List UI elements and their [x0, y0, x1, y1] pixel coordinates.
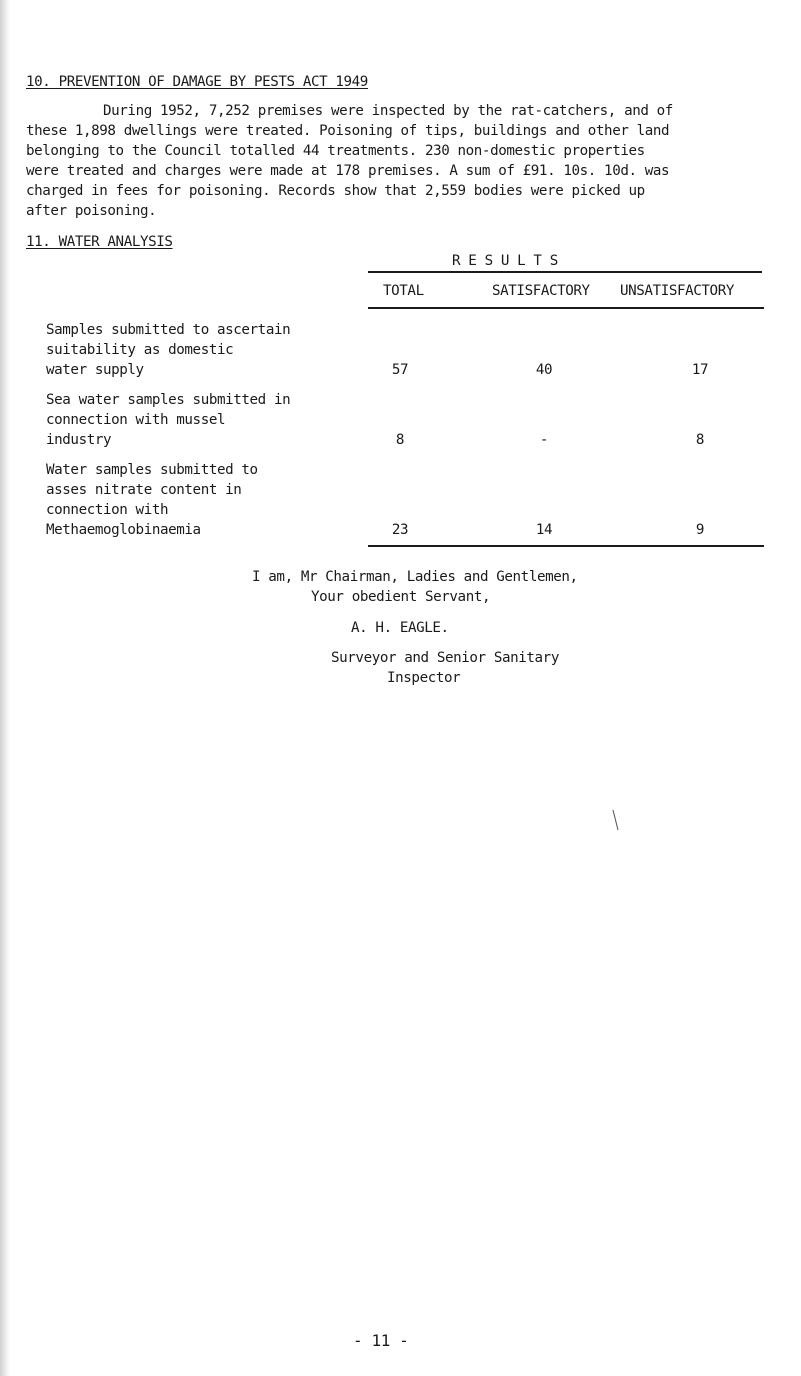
- section-10-line: belonging to the Council totalled 44 treatments. 230 non-domestic properties: [26, 143, 645, 159]
- table-row-label: connection with: [46, 502, 169, 518]
- table-row-label: Methaemoglobinaemia: [46, 522, 201, 538]
- section-11-heading: 11. WATER ANALYSIS: [26, 234, 173, 250]
- signatory-name: A. H. EAGLE.: [351, 620, 449, 636]
- table-cell-satisfactory: -: [539, 432, 549, 448]
- section-10-line: after poisoning.: [26, 203, 157, 219]
- section-10-line: charged in fees for poisoning. Records show that 2,559 bodies were picked up: [26, 183, 645, 199]
- table-cell-total: 57: [391, 362, 409, 378]
- section-10-heading: 10. PREVENTION OF DAMAGE BY PESTS ACT 1949: [26, 74, 368, 90]
- header-rule: [368, 307, 764, 309]
- table-row-label: asses nitrate content in: [46, 482, 242, 498]
- column-header-total: TOTAL: [383, 283, 424, 299]
- closing-salutation: I am, Mr Chairman, Ladies and Gentlemen,: [252, 569, 578, 585]
- section-10-line: During 1952, 7,252 premises were inspected by the rat-catchers, and of: [103, 103, 673, 119]
- table-row-label: connection with mussel: [46, 412, 226, 428]
- table-row-label: Samples submitted to ascertain: [46, 322, 291, 338]
- table-row-label: water supply: [46, 362, 144, 378]
- signatory-title: Surveyor and Senior Sanitary: [331, 650, 559, 666]
- page-edge-shadow: [0, 0, 10, 1376]
- stray-mark: [611, 808, 621, 834]
- column-header-satisfactory: SATISFACTORY: [492, 283, 590, 299]
- section-10-line: were treated and charges were made at 178 premises. A sum of £91. 10s. 10d. was: [26, 163, 670, 179]
- closing-servant: Your obedient Servant,: [311, 589, 491, 605]
- table-row-label: suitability as domestic: [46, 342, 234, 358]
- table-row-label: Water samples submitted to: [46, 462, 258, 478]
- signatory-title: Inspector: [387, 670, 461, 686]
- table-bottom-rule: [368, 545, 764, 547]
- table-cell-unsatisfactory: 8: [695, 432, 705, 448]
- page-number: - 11 -: [353, 1331, 409, 1350]
- table-row-label: industry: [46, 432, 112, 448]
- table-cell-unsatisfactory: 9: [695, 522, 705, 538]
- table-cell-total: 23: [391, 522, 409, 538]
- results-label: R E S U L T S: [452, 253, 558, 269]
- table-cell-total: 8: [395, 432, 405, 448]
- table-cell-satisfactory: 14: [535, 522, 553, 538]
- table-cell-satisfactory: 40: [535, 362, 553, 378]
- table-row-label: Sea water samples submitted in: [46, 392, 291, 408]
- section-10-line: these 1,898 dwellings were treated. Poisoning of tips, buildings and other land: [26, 123, 670, 139]
- results-rule: [368, 271, 762, 273]
- table-cell-unsatisfactory: 17: [691, 362, 709, 378]
- column-header-unsatisfactory: UNSATISFACTORY: [620, 283, 734, 299]
